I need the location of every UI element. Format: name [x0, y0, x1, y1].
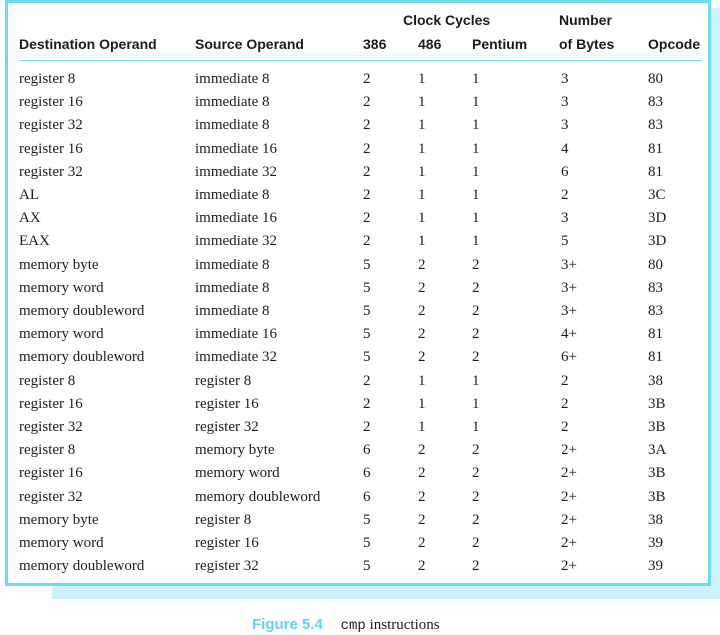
cell-cycles-386: 6 [363, 442, 371, 459]
cell-bytes: 3+ [561, 279, 577, 296]
table-row [8, 556, 708, 579]
cell-destination: register 32 [19, 117, 83, 134]
cell-destination: register 8 [19, 372, 76, 389]
header-number: Number [559, 12, 612, 28]
header-opcode: Opcode [648, 36, 701, 52]
cell-cycles-486: 2 [418, 326, 426, 343]
cell-cycles-386: 2 [363, 163, 371, 180]
cell-cycles-pentium: 1 [472, 71, 480, 87]
cell-opcode: 81 [648, 349, 663, 366]
cell-cycles-pentium: 2 [472, 349, 480, 366]
cell-cycles-486: 1 [418, 210, 426, 227]
cell-cycles-386: 5 [363, 279, 371, 296]
cell-bytes: 6 [561, 163, 569, 180]
cell-opcode: 3B [648, 419, 666, 435]
cell-opcode: 81 [648, 326, 663, 343]
cell-opcode: 83 [648, 279, 663, 296]
table-row [8, 463, 708, 486]
table-row [8, 371, 708, 394]
cell-cycles-486: 2 [418, 349, 426, 366]
cell-bytes: 3 [561, 94, 569, 111]
cell-opcode: 3B [648, 465, 666, 482]
cell-bytes: 2 [561, 395, 569, 412]
caption-text: instructions [369, 617, 440, 633]
cell-source: immediate 8 [195, 71, 270, 87]
cell-cycles-pentium: 1 [472, 210, 480, 227]
cell-opcode: 3B [648, 395, 666, 412]
cell-destination: memory byte [19, 256, 99, 273]
table-row [8, 440, 708, 463]
table-row [8, 487, 708, 510]
cell-source: immediate 8 [195, 187, 270, 203]
table-row [8, 417, 708, 440]
cell-cycles-pentium: 2 [472, 256, 480, 273]
cell-source: immediate 16 [195, 210, 278, 227]
cell-destination: memory byte [19, 511, 99, 528]
table-row [8, 231, 708, 254]
table-row [8, 347, 708, 370]
cell-opcode: 3A [648, 442, 667, 459]
cell-source: immediate 32 [195, 233, 278, 250]
cell-cycles-386: 2 [363, 210, 371, 227]
cell-destination: register 16 [19, 395, 83, 412]
header-source-operand: Source Operand [195, 36, 304, 52]
cell-bytes: 2+ [561, 511, 577, 528]
cell-cycles-386: 5 [363, 303, 371, 319]
cell-cycles-pentium: 2 [472, 279, 480, 296]
cell-cycles-pentium: 1 [472, 94, 480, 111]
cell-cycles-pentium: 1 [472, 140, 480, 157]
table-row [8, 533, 708, 556]
cell-source: memory word [195, 465, 280, 482]
header-486: 486 [418, 36, 442, 52]
cell-cycles-486: 1 [418, 94, 426, 111]
cell-cycles-486: 2 [418, 256, 426, 273]
cell-opcode: 3C [648, 187, 666, 203]
table-row [8, 162, 708, 185]
cell-cycles-pentium: 1 [472, 233, 480, 250]
cell-destination: memory doubleword [19, 349, 145, 366]
cell-cycles-386: 2 [363, 140, 371, 157]
cell-cycles-486: 1 [418, 140, 426, 157]
header-clock-cycles: Clock Cycles [403, 12, 491, 28]
cell-source: immediate 8 [195, 303, 270, 319]
cell-bytes: 3+ [561, 303, 577, 319]
cell-opcode: 38 [648, 511, 663, 528]
cell-opcode: 39 [648, 535, 663, 551]
cell-opcode: 3D [648, 233, 667, 250]
cell-bytes: 3 [561, 117, 569, 134]
cell-cycles-486: 2 [418, 535, 426, 551]
cell-bytes: 2 [561, 419, 569, 435]
cell-cycles-486: 2 [418, 465, 426, 482]
cell-bytes: 6+ [561, 349, 577, 366]
table-row [8, 394, 708, 417]
table-row [8, 115, 708, 138]
cell-cycles-386: 2 [363, 117, 371, 134]
cell-bytes: 5 [561, 233, 569, 250]
cell-source: immediate 16 [195, 140, 278, 157]
table-row [8, 185, 708, 208]
cell-destination: memory doubleword [19, 558, 145, 575]
instruction-table [5, 0, 711, 586]
cell-cycles-386: 5 [363, 535, 371, 551]
cell-opcode: 38 [648, 372, 663, 389]
cell-source: immediate 32 [195, 163, 278, 180]
cell-destination: register 16 [19, 465, 83, 482]
table-row [8, 510, 708, 533]
cell-bytes: 2 [561, 187, 569, 203]
cell-destination: memory word [19, 326, 104, 343]
cell-destination: memory word [19, 279, 104, 296]
cell-cycles-486: 1 [418, 419, 426, 435]
cell-opcode: 80 [648, 256, 663, 273]
cell-cycles-486: 2 [418, 442, 426, 459]
cell-cycles-386: 5 [363, 511, 371, 528]
cell-bytes: 2+ [561, 465, 577, 482]
cell-destination: AL [19, 187, 39, 203]
cell-destination: register 32 [19, 163, 83, 180]
cell-cycles-pentium: 2 [472, 442, 480, 459]
cell-opcode: 81 [648, 163, 663, 180]
cell-cycles-486: 2 [418, 558, 426, 575]
cell-cycles-486: 2 [418, 488, 426, 505]
cell-destination: register 8 [19, 71, 76, 87]
cell-cycles-pentium: 2 [472, 303, 480, 319]
header-pentium: Pentium [472, 36, 528, 52]
caption-mnemonic: cmp [340, 618, 366, 634]
cell-cycles-pentium: 1 [472, 187, 480, 203]
cell-cycles-486: 1 [418, 395, 426, 412]
table-row [8, 324, 708, 347]
cell-cycles-386: 2 [363, 187, 371, 203]
cell-cycles-386: 5 [363, 256, 371, 273]
cell-opcode: 80 [648, 71, 663, 87]
figure-caption [252, 616, 440, 635]
cell-source: immediate 32 [195, 349, 278, 366]
cell-cycles-386: 5 [363, 558, 371, 575]
cell-source: register 16 [195, 535, 259, 551]
cell-source: register 8 [195, 372, 252, 389]
cell-destination: register 16 [19, 94, 83, 111]
table-row [8, 301, 708, 324]
cell-source: memory doubleword [195, 488, 321, 505]
cell-bytes: 3 [561, 71, 569, 87]
cell-cycles-386: 2 [363, 372, 371, 389]
header-destination-operand: Destination Operand [19, 36, 157, 52]
cell-opcode: 3B [648, 488, 666, 505]
cell-cycles-486: 2 [418, 303, 426, 319]
caption-label: Figure 5.4 [252, 616, 323, 633]
cell-cycles-486: 1 [418, 187, 426, 203]
cell-destination: register 8 [19, 442, 76, 459]
header-386: 386 [363, 36, 387, 52]
cell-bytes: 3 [561, 210, 569, 227]
cell-bytes: 3+ [561, 256, 577, 273]
table-row [8, 255, 708, 278]
cell-cycles-486: 2 [418, 279, 426, 296]
cell-cycles-486: 2 [418, 511, 426, 528]
cell-destination: memory doubleword [19, 303, 145, 319]
cell-destination: EAX [19, 233, 50, 250]
cell-cycles-486: 1 [418, 163, 426, 180]
cell-cycles-pentium: 1 [472, 419, 480, 435]
cell-cycles-386: 5 [363, 326, 371, 343]
cell-bytes: 4+ [561, 326, 577, 343]
cell-cycles-486: 1 [418, 117, 426, 134]
cell-cycles-pentium: 2 [472, 558, 480, 575]
cell-opcode: 83 [648, 117, 663, 134]
cell-cycles-pentium: 1 [472, 117, 480, 134]
cell-cycles-pentium: 2 [472, 511, 480, 528]
cell-opcode: 3D [648, 210, 667, 227]
cell-bytes: 2+ [561, 488, 577, 505]
cell-source: immediate 8 [195, 279, 270, 296]
cell-cycles-386: 5 [363, 349, 371, 366]
table-row [8, 208, 708, 231]
header-divider [20, 60, 702, 61]
cell-destination: memory word [19, 535, 104, 551]
cell-bytes: 2+ [561, 558, 577, 575]
cell-cycles-pentium: 2 [472, 326, 480, 343]
cell-cycles-486: 1 [418, 233, 426, 250]
cell-cycles-386: 2 [363, 419, 371, 435]
cell-cycles-pentium: 2 [472, 535, 480, 551]
cell-cycles-pentium: 1 [472, 163, 480, 180]
table-row [8, 69, 708, 92]
cell-cycles-386: 2 [363, 94, 371, 111]
header-of-bytes: of Bytes [559, 36, 615, 52]
cell-cycles-486: 1 [418, 71, 426, 87]
cell-opcode: 83 [648, 303, 663, 319]
cell-cycles-386: 2 [363, 395, 371, 412]
cell-cycles-386: 6 [363, 465, 371, 482]
cell-opcode: 83 [648, 94, 663, 111]
cell-source: immediate 16 [195, 326, 278, 343]
cell-source: immediate 8 [195, 117, 270, 134]
cell-cycles-386: 2 [363, 233, 371, 250]
cell-opcode: 81 [648, 140, 663, 157]
cell-source: register 32 [195, 419, 259, 435]
cell-destination: AX [19, 210, 41, 227]
cell-source: register 16 [195, 395, 259, 412]
cell-source: immediate 8 [195, 94, 270, 111]
cell-source: register 32 [195, 558, 259, 575]
cell-bytes: 2+ [561, 442, 577, 459]
cell-source: register 8 [195, 511, 252, 528]
cell-cycles-386: 2 [363, 71, 371, 87]
cell-destination: register 32 [19, 488, 83, 505]
cell-cycles-pentium: 2 [472, 488, 480, 505]
cell-cycles-386: 6 [363, 488, 371, 505]
cell-bytes: 2 [561, 372, 569, 389]
cell-cycles-pentium: 1 [472, 395, 480, 412]
cell-source: immediate 8 [195, 256, 270, 273]
cell-cycles-pentium: 1 [472, 372, 480, 389]
table-row [8, 92, 708, 115]
cell-cycles-pentium: 2 [472, 465, 480, 482]
cell-destination: register 32 [19, 419, 83, 435]
table-row [8, 278, 708, 301]
cell-opcode: 39 [648, 558, 663, 575]
cell-bytes: 2+ [561, 535, 577, 551]
cell-cycles-486: 1 [418, 372, 426, 389]
table-row [8, 139, 708, 162]
cell-source: memory byte [195, 442, 275, 459]
cell-bytes: 4 [561, 140, 569, 157]
cell-destination: register 16 [19, 140, 83, 157]
